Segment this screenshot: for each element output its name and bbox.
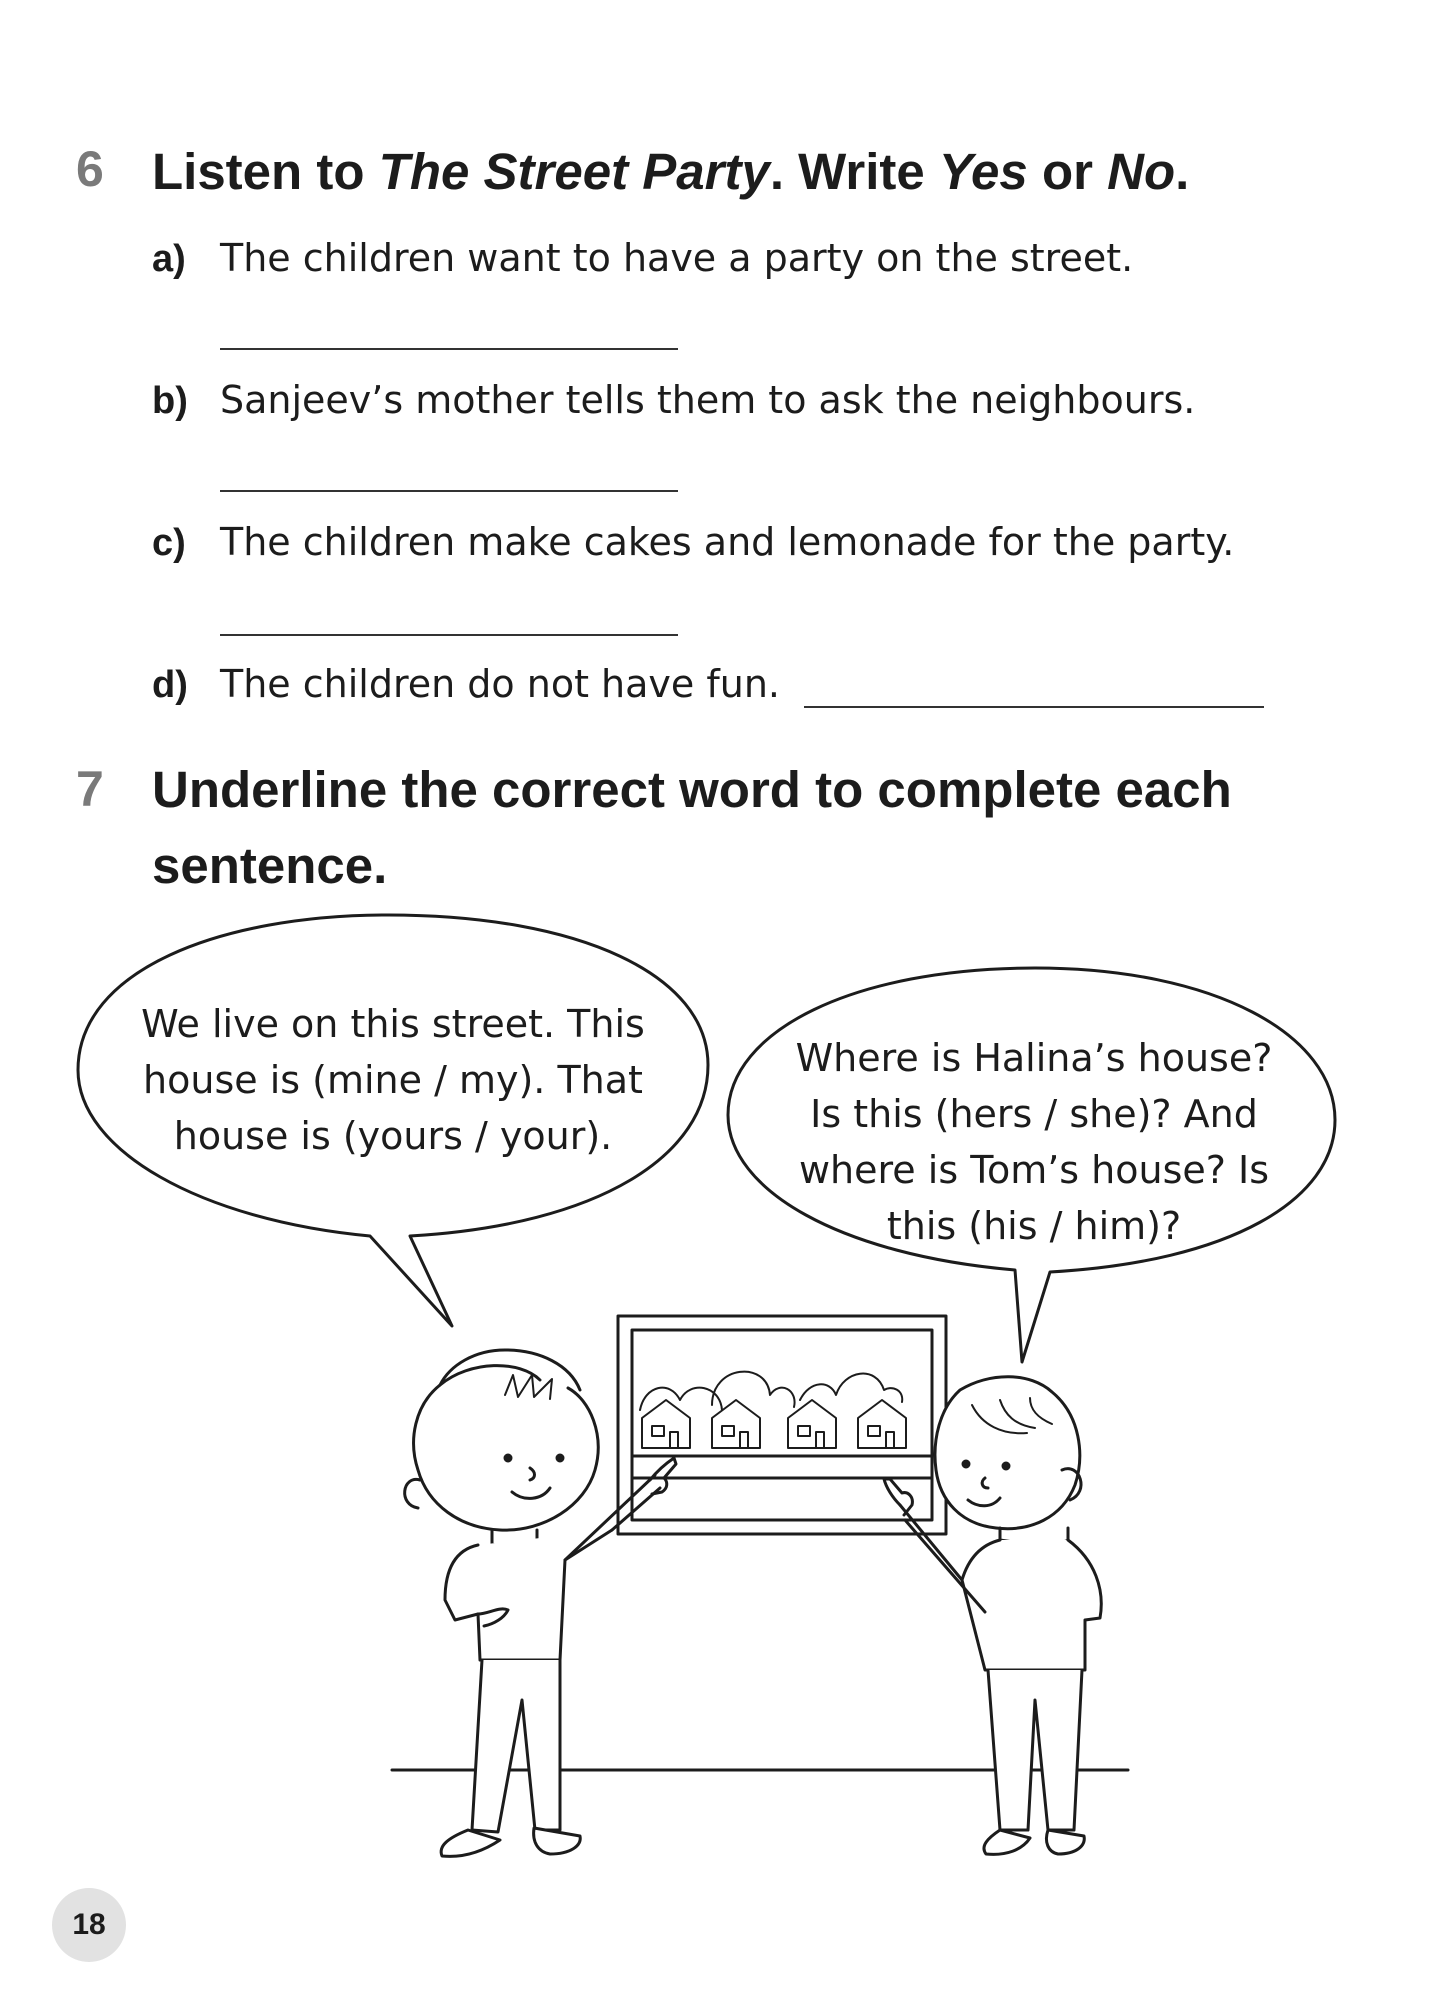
question-7-number: 7 bbox=[76, 761, 104, 817]
heading-text-3: or bbox=[1027, 143, 1108, 200]
speech-line: this (his / him)? bbox=[886, 1204, 1182, 1248]
item-c-letter: c) bbox=[152, 522, 186, 564]
speech-bubble-left-text bbox=[118, 996, 668, 1164]
speech-line: where is Tom’s house? Is bbox=[798, 1148, 1270, 1192]
page-number: 18 bbox=[52, 1888, 126, 1962]
no-word: No bbox=[1107, 143, 1176, 200]
speech-line: Where is Halina’s house? bbox=[795, 1036, 1273, 1080]
heading-text-1: Listen to bbox=[152, 143, 379, 200]
item-c-text: The children make cakes and lemonade for the party. bbox=[220, 520, 1235, 564]
item-b-text: Sanjeev’s mother tells them to ask the neighbours. bbox=[220, 378, 1196, 422]
heading-text-4: . bbox=[1175, 143, 1190, 200]
heading-text-2: . Write bbox=[769, 143, 939, 200]
story-title: The Street Party bbox=[378, 143, 770, 200]
yes-word: Yes bbox=[938, 143, 1028, 200]
speech-line: house is (yours / your). bbox=[173, 1114, 613, 1158]
item-a-text: The children want to have a party on the street. bbox=[220, 236, 1134, 280]
speech-line: We live on this street. This bbox=[141, 1002, 645, 1046]
item-b-letter: b) bbox=[152, 380, 188, 422]
item-a-letter: a) bbox=[152, 238, 186, 280]
speech-line: Is this (hers / she)? And bbox=[810, 1092, 1258, 1136]
speech-bubble-right-text bbox=[756, 1030, 1312, 1254]
question-7-heading-line2: sentence. bbox=[152, 837, 388, 894]
question-6-number: 6 bbox=[76, 141, 104, 197]
question-7-heading-line1: Underline the correct word to complete each bbox=[152, 761, 1232, 818]
speech-line: house is (mine / my). That bbox=[143, 1058, 643, 1102]
item-d-text: The children do not have fun. bbox=[220, 662, 780, 706]
item-d-letter: d) bbox=[152, 664, 188, 706]
